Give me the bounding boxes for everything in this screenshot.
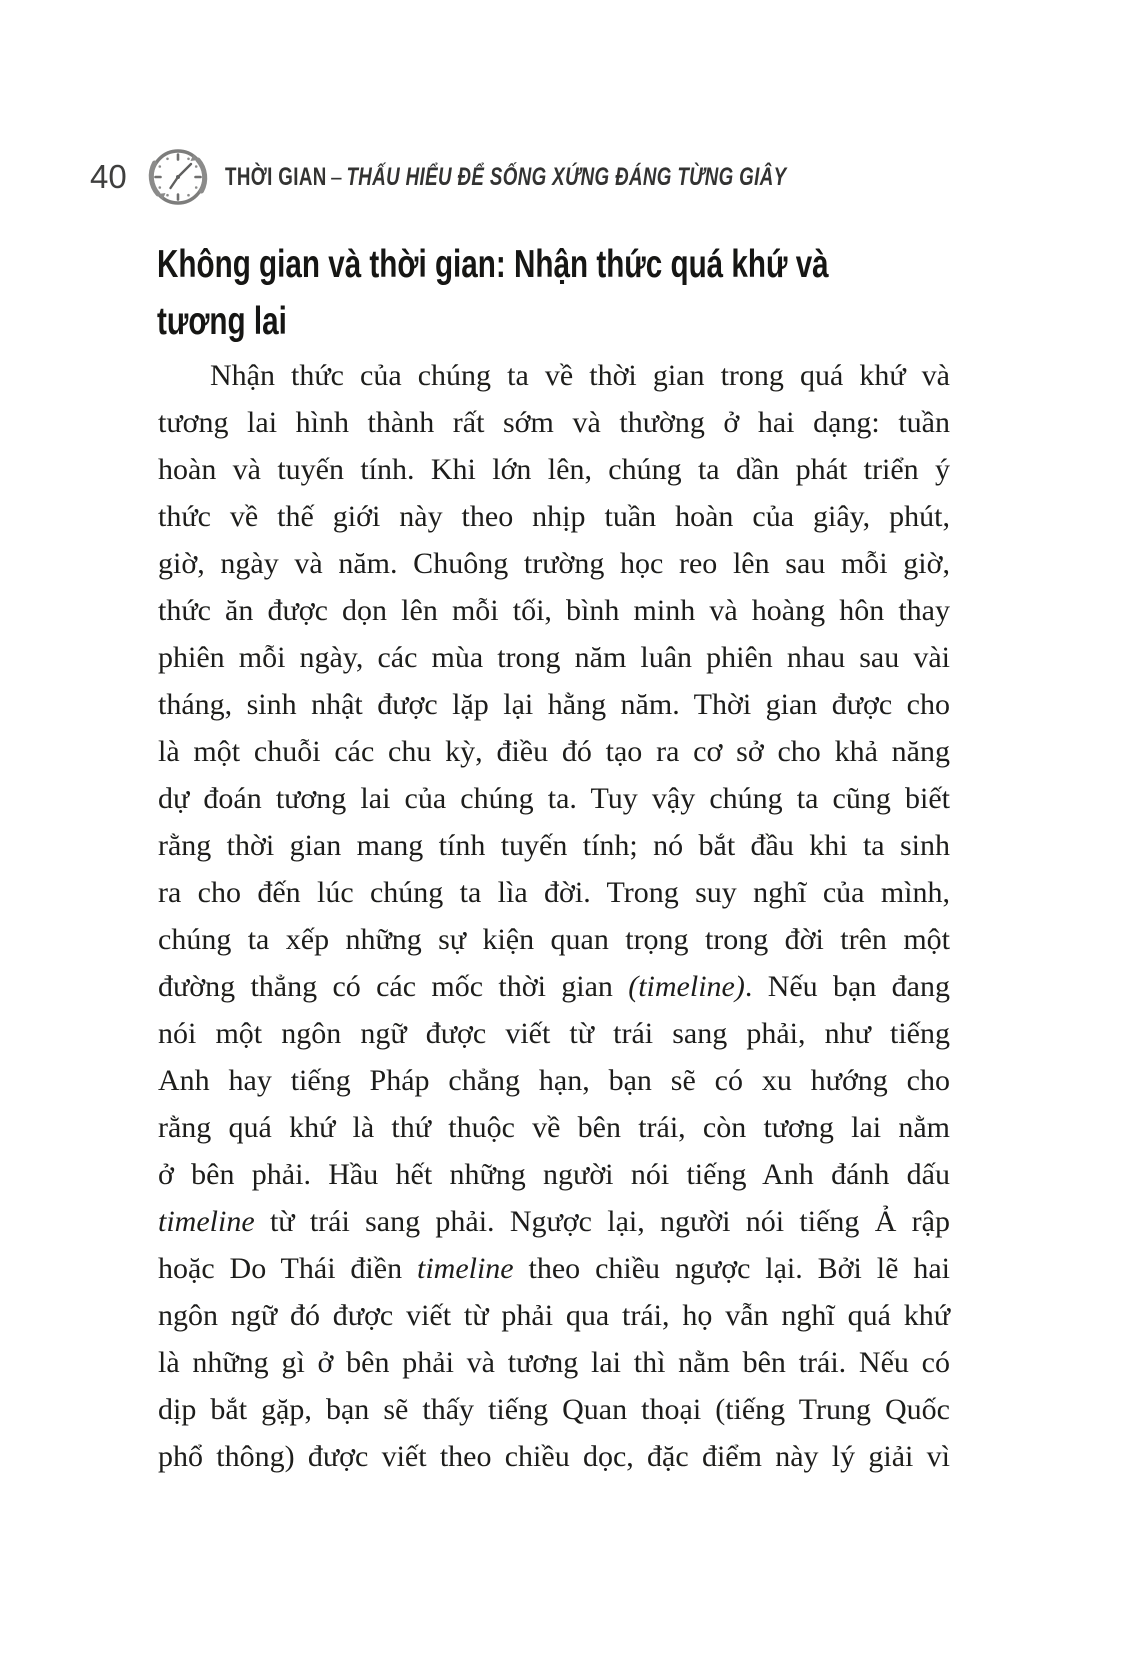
body-line: tương lai hình thành rất sớm và thường ở hai dạng: tuần xyxy=(158,406,950,439)
body-line: nói một ngôn ngữ được viết từ trái sang phải, như tiếng xyxy=(158,1017,950,1050)
body-line: là những gì ở bên phải và tương lai thì nằm bên trái. Nếu có xyxy=(158,1346,950,1379)
body-line: thức về thế giới này theo nhịp tuần hoàn của giây, phút, xyxy=(158,500,950,533)
clock-cycle-icon xyxy=(141,138,213,216)
body-line: hoàn và tuyến tính. Khi lớn lên, chúng ta dần phát triển ý xyxy=(158,453,950,486)
body-line: dự đoán tương lai của chúng ta. Tuy vậy chúng ta cũng biết xyxy=(158,782,950,815)
body-line: ra cho đến lúc chúng ta lìa đời. Trong suy nghĩ của mình, xyxy=(158,876,950,909)
book-title: THỜI GIAN xyxy=(224,162,327,191)
body-line: là một chuỗi các chu kỳ, điều đó tạo ra cơ sở cho khả năng xyxy=(158,735,950,768)
body-line: Anh hay tiếng Pháp chẳng hạn, bạn sẽ có xu hướng cho xyxy=(158,1064,950,1097)
body-line: chúng ta xếp những sự kiện quan trọng trong đời trên một xyxy=(158,923,950,956)
body-line: timeline từ trái sang phải. Ngược lại, người nói tiếng Ả rập xyxy=(158,1205,950,1238)
body-line: phiên mỗi ngày, các mùa trong năm luân phiên nhau sau vài xyxy=(158,641,950,674)
running-head-separator: – xyxy=(330,162,342,191)
body-line: rằng thời gian mang tính tuyến tính; nó bắt đầu khi ta sinh xyxy=(158,829,950,862)
body-line: rằng quá khứ là thứ thuộc về bên trái, còn tương lai nằm xyxy=(158,1111,950,1144)
section-heading-line1: Không gian và thời gian: Nhận thức quá khứ và xyxy=(157,243,829,286)
body-line: dịp bắt gặp, bạn sẽ thấy tiếng Quan thoại (tiếng Trung Quốc xyxy=(158,1393,950,1426)
body-line: giờ, ngày và năm. Chuông trường học reo lên sau mỗi giờ, xyxy=(158,547,950,580)
running-head xyxy=(225,163,787,192)
body-line: tháng, sinh nhật được lặp lại hằng năm. Thời gian được cho xyxy=(158,688,950,721)
page-header xyxy=(90,138,973,216)
section-heading xyxy=(157,236,1041,350)
body-line: đường thẳng có các mốc thời gian (timeline). Nếu bạn đang xyxy=(158,970,950,1003)
body-line: hoặc Do Thái điền timeline theo chiều ngược lại. Bởi lẽ hai xyxy=(158,1252,950,1285)
body-line: Nhận thức của chúng ta về thời gian trong quá khứ và xyxy=(210,359,950,392)
body-line: thức ăn được dọn lên mỗi tối, bình minh và hoàng hôn thay xyxy=(158,594,950,627)
body-line: ở bên phải. Hầu hết những người nói tiếng Anh đánh dấu xyxy=(158,1158,950,1191)
section-heading-line2: tương lai xyxy=(157,300,287,343)
body-text xyxy=(158,352,950,1480)
body-line: ngôn ngữ đó được viết từ phải qua trái, họ vẫn nghĩ quá khứ xyxy=(158,1299,950,1332)
body-line: phổ thông) được viết theo chiều dọc, đặc điểm này lý giải vì xyxy=(158,1440,950,1473)
book-subtitle: THẤU HIỂU ĐỂ SỐNG XỨNG ĐÁNG TỪNG GIÂY xyxy=(346,162,787,191)
page-number: 40 xyxy=(90,158,127,195)
